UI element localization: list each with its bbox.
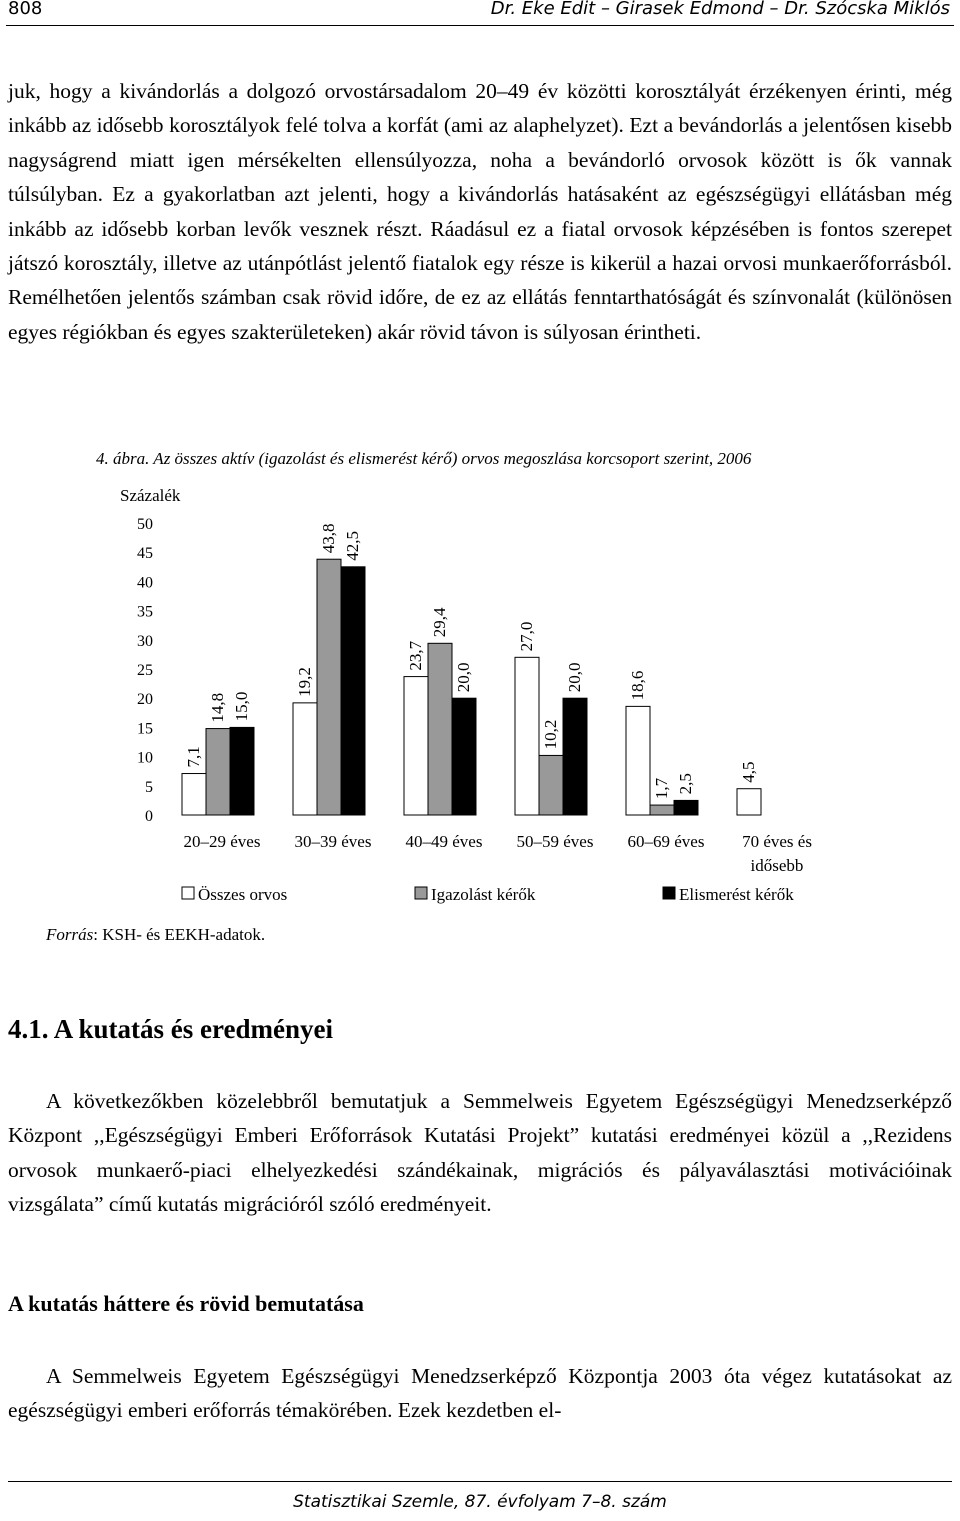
bar-elismeres (563, 698, 587, 815)
bar-elismeres (230, 727, 254, 815)
bar-value-label: 20,0 (454, 662, 473, 693)
bar-elismeres (452, 698, 476, 815)
x-category-label: 70 éves és (742, 832, 812, 851)
bar-value-label: 4,5 (739, 761, 758, 783)
subsection-heading: A kutatás háttere és rövid bemutatása (8, 1291, 364, 1316)
y-tick-label: 20 (137, 691, 153, 709)
bar-igazolas (317, 559, 341, 815)
bar-value-label: 10,2 (541, 719, 560, 750)
y-tick-label: 40 (137, 574, 153, 592)
footer-divider (8, 1481, 952, 1482)
bar-osszes (626, 706, 650, 815)
bar-value-label: 20,0 (565, 662, 584, 693)
figure-caption: 4. ábra. Az összes aktív (igazolást és elismerést kérő) orvos megoszlása korcsoport szerint, 2006 (96, 449, 752, 468)
section-heading: 4.1. A kutatás és eredményei (8, 1014, 333, 1044)
bar-value-label: 42,5 (343, 531, 362, 561)
page-footer: Statisztikai Szemle, 87. évfolyam 7–8. szám (293, 1492, 667, 1512)
legend-swatch (182, 887, 194, 899)
bar-value-label: 23,7 (406, 640, 425, 671)
y-tick-label: 50 (137, 516, 153, 533)
y-tick-label: 30 (137, 632, 153, 650)
legend-swatch (663, 887, 675, 899)
y-tick-label: 35 (137, 603, 153, 621)
bar-chart (0, 470, 960, 915)
legend-label: Összes orvos (198, 885, 288, 904)
bar-igazolas (650, 805, 674, 815)
figure-source (46, 925, 265, 945)
bar-value-label: 15,0 (232, 691, 251, 722)
bar-value-label: 7,1 (184, 746, 203, 768)
source-label: Forrás (46, 925, 94, 944)
bar-osszes (182, 774, 206, 815)
x-category-label: 40–49 éves (405, 832, 483, 851)
legend-label: Igazolást kérők (431, 885, 536, 904)
header-divider (6, 25, 954, 26)
legend-label: Elismerést kérők (679, 885, 794, 904)
bar-osszes (737, 789, 761, 815)
page-header (0, 0, 960, 22)
y-tick-labels (137, 516, 153, 825)
x-category-label: 50–59 éves (516, 832, 594, 851)
bar-igazolas (539, 755, 563, 815)
section-paragraph: A következőkben közelebbről bemutatjuk a Semmelweis Egyetem Egészségügyi Menedzserképző Központ ,,Egészségügyi Emberi Erőforrások Kutatási Projekt” kutatási eredményei közül a ,,Rezidens orvosok munkaerő-piaci elhelyezkedési szándékainak, migrációs és pályaválasztási motivációinak vizsgálata” című kutatás migrációról szóló eredményeit. (8, 1089, 952, 1217)
bar-igazolas (206, 729, 230, 815)
body-paragraph: juk, hogy a kivándorlás a dolgozó orvostársadalom 20–49 év közötti korosztályát érzékenyen érinti, még inkább az idősebb korosztályok felé tolva a korfát (ami az alaphelyzet). Ezt a bevándorlás a jelentősen kisebb nagyságrend miatt igen mérsékelten ellensúlyozza, noha a bevándorló orvosok között is ők vannak túlsúlyban. Ez a gyakorlatban azt jelenti, hogy a kivándorlás hatásaként az egészségügyi ellátásban még inkább az idősebb korban levők vesznek részt. Ráadásul ez a fiatal orvosok képzésében is fontos szerepet játszó korosztály, illetve az utánpótlást jelentő fiatalok egy része is kikerül a hazai orvosi munkaerőforrásból. Remélhetően jelentős számban csak rövid időre, de ez az ellátás fenntarthatóságát és színvonalát (különösen egyes régiókban és egyes szakterületeken) akár rövid távon is súlyosan érintheti. (8, 79, 952, 344)
subsection-paragraph: A Semmelweis Egyetem Egészségügyi Menedzserképző Központja 2003 óta végez kutatásokat az egészségügyi emberi erőforrás témakörében. Ezek kezdetben el- (8, 1364, 952, 1423)
bar-value-label: 14,8 (208, 692, 227, 723)
chart-legend (182, 885, 794, 904)
y-tick-label: 10 (137, 749, 153, 767)
y-tick-label: 25 (137, 662, 153, 679)
bar-value-label: 1,7 (652, 777, 671, 800)
bar-elismeres (674, 800, 698, 815)
y-axis-label-group (120, 486, 181, 505)
bar-osszes (515, 657, 539, 815)
bar-value-label: 18,6 (628, 670, 647, 701)
x-category-labels (184, 832, 812, 875)
x-category-label: 30–39 éves (294, 832, 372, 851)
bar-value-label: 2,5 (676, 773, 695, 795)
x-category-label: 60–69 éves (627, 832, 705, 851)
running-head: Dr. Eke Edit – Girasek Edmond – Dr. Szócska Miklós (490, 0, 950, 19)
bar-value-label: 27,0 (517, 621, 536, 652)
page-number: 808 (8, 0, 43, 19)
y-axis-label: Százalék (120, 486, 181, 505)
legend-swatch (415, 887, 427, 899)
bar-osszes (404, 677, 428, 815)
bar-value-label: 19,2 (295, 667, 314, 697)
x-category-label: 20–29 éves (183, 832, 261, 851)
source-text: : KSH- és EEKH-adatok. (93, 925, 266, 944)
bar-igazolas (428, 643, 452, 815)
y-tick-label: 0 (145, 808, 153, 825)
y-tick-label: 15 (137, 720, 153, 738)
bar-elismeres (341, 567, 365, 815)
bar-value-label: 43,8 (319, 523, 338, 554)
bar-value-label: 29,4 (430, 607, 449, 638)
y-tick-label: 45 (137, 545, 153, 563)
x-category-label: idősebb (750, 856, 804, 875)
y-tick-label: 5 (145, 778, 153, 796)
bar-osszes (293, 703, 317, 815)
